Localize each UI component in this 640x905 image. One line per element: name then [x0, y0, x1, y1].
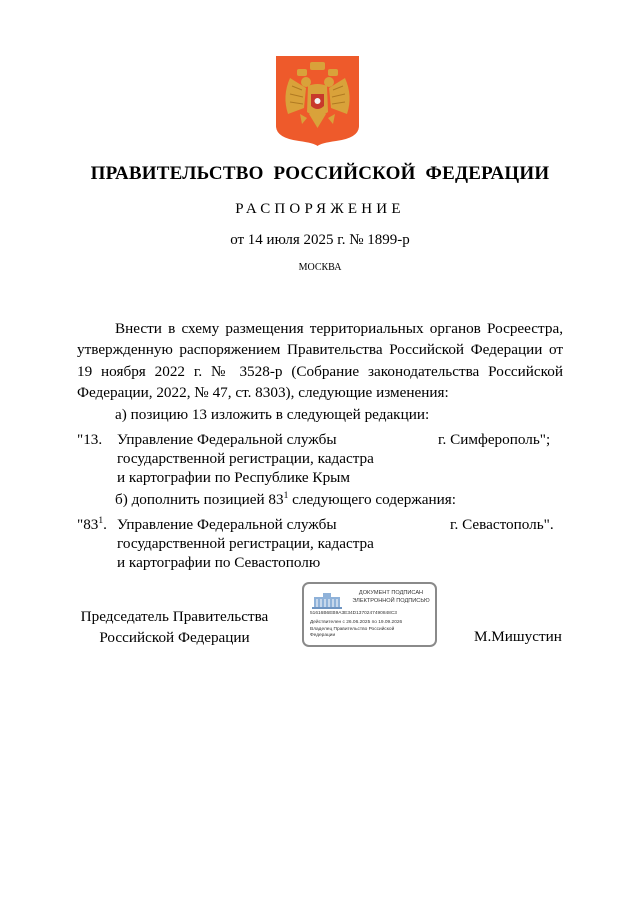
- stamp-title: [346, 590, 436, 605]
- signatory-name: М.Мишустин: [474, 628, 562, 645]
- stamp-owner-line2: Федерации: [310, 633, 336, 638]
- stamp-validity: Действителен с 26.06.2025 по 19.09.2026: [310, 620, 403, 625]
- position-13-line3: и картографии по Республике Крым: [117, 469, 350, 486]
- position-83-num-dot: .: [103, 516, 107, 533]
- electronic-signature-stamp: [302, 582, 437, 647]
- position-83-line2: государственной регистрации, кадастра: [117, 535, 374, 552]
- position-83-number: [77, 515, 107, 535]
- position-83-num-text: "83: [77, 516, 99, 533]
- signatory-role-line2: Российской Федерации: [99, 629, 250, 646]
- government-title: ПРАВИТЕЛЬСТВО РОССИЙСКОЙ ФЕДЕРАЦИИ: [90, 163, 550, 184]
- position-13-number: "13.: [77, 431, 103, 448]
- position-83-line1: Управление Федеральной службы: [117, 516, 337, 533]
- document-type: РАСПОРЯЖЕНИЕ: [235, 201, 405, 217]
- position-13-city: г. Симферополь";: [438, 431, 551, 448]
- position-13-line2: государственной регистрации, кадастра: [117, 450, 374, 467]
- stamp-serial: 51616B6EB9A3E34D1370247490848C3: [310, 611, 397, 616]
- double-headed-eagle-icon: [276, 56, 359, 146]
- document-city: МОСКВА: [298, 262, 342, 273]
- stamp-title-line1: ДОКУМЕНТ ПОДПИСАН: [358, 590, 424, 596]
- position-83-city: г. Севастополь".: [450, 516, 554, 533]
- government-building-icon: [312, 591, 342, 609]
- item-a: а) позицию 13 изложить в следующей редакции:: [115, 406, 430, 423]
- item-b-text: б) дополнить позицией 83: [115, 491, 284, 508]
- stamp-title-line2: ЭЛЕКТРОННОЙ ПОДПИСЬЮ: [352, 597, 430, 604]
- intro-paragraph: Внести в схему размещения территориальных органов Росреестра, утвержденную распоряжением Правительства Российской Федерации от 19 ноября 2022 г. № 3528-р (Собрание законодательства Российской Федерации, 2022, № 47, ст. 8303), следующие изменения:: [77, 320, 563, 401]
- position-13-line1: Управление Федеральной службы: [117, 431, 337, 448]
- stamp-owner-line1: Владелец Правительство Российской: [310, 627, 395, 632]
- position-83-superscript: 1: [98, 515, 104, 526]
- signatory-role-line1: Председатель Правительства: [80, 608, 269, 625]
- item-b-superscript: 1: [283, 490, 289, 501]
- signatory-role: [77, 606, 272, 648]
- item-b-text-end: следующего содержания:: [288, 491, 456, 508]
- position-83-line3: и картографии по Севастополю: [117, 554, 321, 571]
- document-date-number: от 14 июля 2025 г. № 1899-р: [230, 232, 410, 248]
- coat-of-arms-emblem: [276, 56, 359, 146]
- item-b: [115, 490, 456, 510]
